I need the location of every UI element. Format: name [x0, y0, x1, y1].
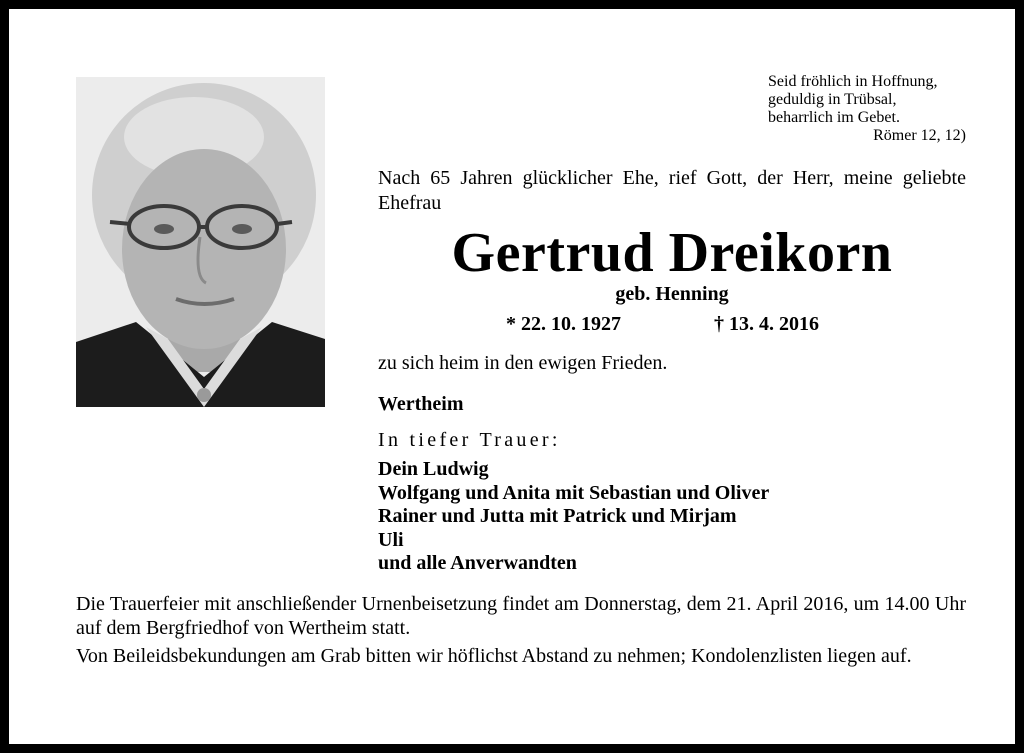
- mourner-entry: Dein Ludwig: [378, 458, 489, 480]
- deceased-name: Gertrud Dreikorn: [451, 222, 893, 284]
- mourner-entry: Rainer und Jutta mit Patrick und Mirjam: [378, 505, 737, 528]
- ceremony-paragraph: Die Trauerfeier mit anschließender Urnenbeisetzung findet am Donnerstag, dem 21. April 2016, um 14.00 Uhr auf dem Bergfriedhof von Wertheim statt.: [76, 593, 966, 639]
- death-date: † 13. 4. 2016: [714, 313, 819, 335]
- maiden-name: geb. Henning: [615, 283, 729, 305]
- condolences-paragraph: Von Beileidsbekundungen am Grab bitten wir höflichst Abstand zu nehmen; Kondolenzlisten liegen auf.: [76, 645, 912, 667]
- mourner-entry: Wolfgang und Anita mit Sebastian und Oliver: [378, 481, 770, 504]
- verse-line: beharrlich im Gebet.: [768, 109, 900, 126]
- place-name: Wertheim: [378, 393, 464, 415]
- mourners-list: [378, 458, 769, 576]
- verse-reference: Römer 12, 12): [873, 127, 966, 144]
- closing-text: zu sich heim in den ewigen Frieden.: [378, 352, 668, 374]
- birth-date: * 22. 10. 1927: [506, 313, 621, 335]
- bible-verse: [768, 73, 968, 145]
- intro-text: Nach 65 Jahren glücklicher Ehe, rief Gott, der Herr, meine geliebte Ehefrau: [378, 167, 966, 214]
- mourner-entry: Uli: [378, 528, 404, 551]
- mourning-label: In tiefer Trauer:: [378, 429, 561, 451]
- portrait-illustration: [76, 77, 325, 407]
- mourner-entry: und alle Anverwandten: [378, 552, 577, 575]
- verse-line: Seid fröhlich in Hoffnung,: [768, 73, 938, 90]
- portrait-photo: [76, 77, 325, 407]
- verse-line: geduldig in Trübsal,: [768, 91, 897, 108]
- funeral-notice: [76, 592, 966, 672]
